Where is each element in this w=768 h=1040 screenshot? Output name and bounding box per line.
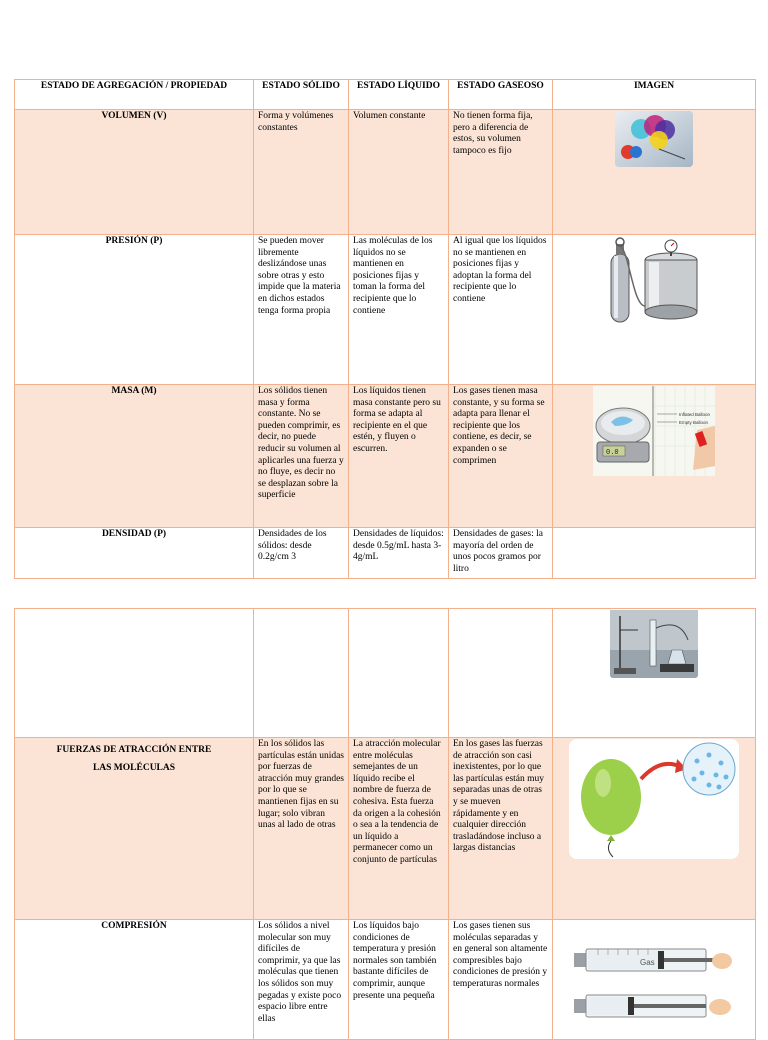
- gas-cell: Los gases tienen masa constante, y su forma se adapta para llenar el recipiente que los contiene, es decir, se expanden o se comprimen: [449, 385, 553, 528]
- solid-cell: Densidades de los sólidos: desde 0.2g/cm 3: [254, 528, 349, 579]
- property-line: LAS MOLÉCULAS: [92, 762, 176, 773]
- solid-cell: Se pueden mover libremente deslizándose unas sobre otras y esto impide que la materia en dichos estados tenga forma propia: [254, 235, 349, 385]
- property-cell: VOLUMEN (V): [15, 110, 254, 235]
- image-cell: [553, 920, 756, 1040]
- property-line: FUERZAS DE ATRACCIÓN ENTRE: [56, 745, 212, 755]
- image-cell: [553, 235, 756, 385]
- solid-cell: Forma y volúmenes constantes: [254, 110, 349, 235]
- gas-cell: No tienen forma fija, pero a diferencia de estos, su volumen tampoco es fijo: [449, 110, 553, 235]
- gas-cylinder-and-tank-image: [599, 236, 709, 328]
- solid-cell: Los sólidos a nivel molecular son muy difíciles de comprimir, ya que las moléculas que tienen los sólidos son muy pegadas y existe poco espacio libre entre ellas: [254, 920, 349, 1040]
- image-cell: [553, 528, 756, 579]
- balance-scale-balloon-image: [593, 386, 715, 476]
- property-cell: [15, 738, 254, 920]
- table-row-compresion: [15, 920, 756, 1040]
- liquid-cell: Densidades de líquidos: desde 0.5g/mL hasta 3-4g/mL: [349, 528, 449, 579]
- table-row-densidad: [15, 528, 756, 579]
- image-cell: [553, 385, 756, 528]
- table-row-fuerzas: [15, 738, 756, 920]
- image-cell: [553, 609, 756, 738]
- property-cell: [15, 609, 254, 738]
- header-liquid: ESTADO LÍQUIDO: [349, 80, 449, 110]
- gas-syringes-image: [574, 945, 734, 1025]
- property-cell: PRESIÓN (P): [15, 235, 254, 385]
- states-table-2: [14, 608, 756, 1040]
- inflated-balloon-label: Inflated Balloon: [679, 412, 711, 417]
- liquid-cell: La atracción molecular entre moléculas semejantes de un líquido recibe el nombre de fuerza de cohesiva. Esta fuerza da origen a la cohesión o sea a la tendencia de un líquido a permanecer como un conjunto de partículas: [349, 738, 449, 920]
- gas-cell: Al igual que los líquidos no se mantienen en posiciones fijas y adoptan la forma del recipiente que lo contiene: [449, 235, 553, 385]
- gas-cell: Densidades de gases: la mayoría del orden de unos pocos gramos por litro: [449, 528, 553, 579]
- liquid-cell: Los líquidos bajo condiciones de temperatura y presión normales son también bastante difíciles de comprimir, aunque presente una pequeña: [349, 920, 449, 1040]
- lab-apparatus-image: [610, 610, 698, 678]
- liquid-cell: [349, 609, 449, 738]
- table-row-masa: [15, 385, 756, 528]
- liquid-cell: Los líquidos tienen masa constante pero su forma se adapta al recipiente en el que estén, y fluyen o escurren.: [349, 385, 449, 528]
- color-spheres-image: [615, 111, 693, 167]
- liquid-cell: Las moléculas de los líquidos no se mantienen en posiciones fijas y toman la forma del recipiente que lo contiene: [349, 235, 449, 385]
- gas-cell: Los gases tienen sus moléculas separadas y en general son altamente compresibles bajo condiciones de presión y temperaturas normales: [449, 920, 553, 1040]
- balloon-gas-particles-image: [569, 739, 739, 859]
- gas-label: Gas: [640, 958, 655, 967]
- states-table-1: [14, 79, 756, 579]
- header-image: IMAGEN: [553, 80, 756, 110]
- scale-readout: 0.0: [606, 449, 619, 457]
- table-row-volumen: [15, 110, 756, 235]
- table-row-blank: [15, 609, 756, 738]
- property-cell: COMPRESIÓN: [15, 920, 254, 1040]
- property-cell: DENSIDAD (P): [15, 528, 254, 579]
- header-gas: ESTADO GASEOSO: [449, 80, 553, 110]
- solid-cell: [254, 609, 349, 738]
- solid-cell: Los sólidos tienen masa y forma constante. No se pueden comprimir, es decir, no puede reducir su volumen al aplicarles una fuerza y no fluye, es decir no se desplazan sobre la superficie: [254, 385, 349, 528]
- gas-cell: En los gases las fuerzas de atracción son casi inexistentes, por lo que las partículas están muy separadas unas de otras y se mueven rápidamente y en cualquier dirección trasladándose incluso a largas distancias: [449, 738, 553, 920]
- header-solid: ESTADO SÓLIDO: [254, 80, 349, 110]
- image-cell: [553, 738, 756, 920]
- header-property: ESTADO DE AGREGACIÓN / PROPIEDAD: [15, 80, 254, 110]
- empty-balloon-label: Empty Balloon: [679, 420, 709, 425]
- image-cell: [553, 110, 756, 235]
- table-row-presion: [15, 235, 756, 385]
- solid-cell: En los sólidos las partículas están unidas por fuerzas de atracción muy grandes por lo que se mantienen fijas en su lugar; solo vibran unas al lado de otras: [254, 738, 349, 920]
- liquid-cell: Volumen constante: [349, 110, 449, 235]
- gas-cell: [449, 609, 553, 738]
- property-cell: MASA (M): [15, 385, 254, 528]
- table-header-row: [15, 80, 756, 110]
